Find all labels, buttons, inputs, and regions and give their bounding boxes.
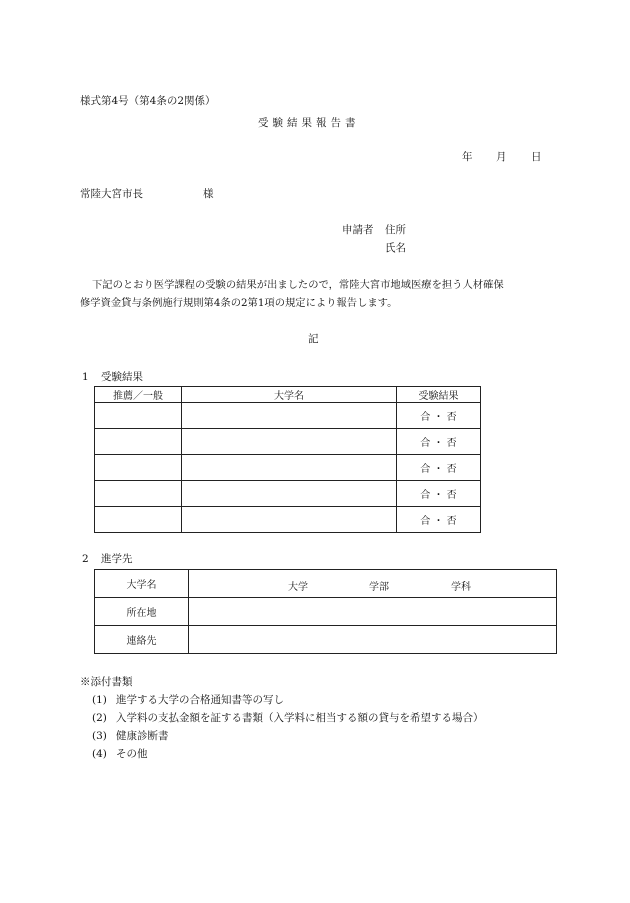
category-cell[interactable] (95, 507, 182, 533)
university-cell[interactable] (182, 429, 397, 455)
section2-heading: 進学先 (101, 553, 133, 565)
university-cell[interactable] (182, 455, 397, 481)
date-month-label: 月 (496, 151, 507, 163)
result-cell[interactable]: 合 ・ 否 (397, 403, 481, 429)
category-cell[interactable] (95, 481, 182, 507)
table-row (95, 429, 481, 455)
applicant-name-label: 氏名 (385, 242, 406, 254)
destination-label-university: 大学名 (95, 570, 189, 598)
addressee-honorific: 様 (203, 188, 214, 200)
table-row (95, 481, 481, 507)
destination-value-location[interactable] (189, 598, 557, 626)
table-row (95, 403, 481, 429)
form-number: 様式第4号（第4条の2関係） (80, 95, 216, 107)
body-text-line2: 修学資金貸与条例施行規則第4条の2第1項の規定により報告します。 (80, 297, 398, 309)
section1-number: 1 (82, 371, 89, 383)
attachment-item-1-num: (1) (92, 694, 107, 706)
department-suffix: 学科 (451, 582, 471, 593)
university-cell[interactable] (182, 481, 397, 507)
table-row (95, 455, 481, 481)
ki-heading: 記 (308, 333, 319, 345)
attachments-heading: ※添付書類 (80, 676, 133, 688)
result-cell[interactable]: 合 ・ 否 (397, 455, 481, 481)
addressee-name: 常陸大宮市長 (80, 188, 143, 200)
applicant-label: 申請者 (342, 224, 374, 236)
university-cell[interactable] (182, 403, 397, 429)
header-category: 推薦／一般 (95, 387, 182, 403)
header-result: 受験結果 (397, 387, 481, 403)
attachment-item-3-num: (3) (92, 730, 107, 742)
exam-result-table (94, 386, 481, 533)
table-row (95, 570, 557, 598)
faculty-suffix: 学部 (369, 582, 389, 593)
table-row (95, 507, 481, 533)
destination-table (94, 569, 557, 654)
attachment-item-2-num: (2) (92, 712, 107, 724)
destination-value-university[interactable] (189, 570, 557, 598)
attachment-item-1-text: 進学する大学の合格通知書等の写し (116, 694, 284, 706)
attachment-item-2-text: 入学料の支払金額を証する書類（入学料に相当する額の貸与を希望する場合） (116, 712, 484, 724)
header-university: 大学名 (182, 387, 397, 403)
section1-heading: 受験結果 (101, 371, 143, 383)
category-cell[interactable] (95, 403, 182, 429)
date-day-label: 日 (531, 151, 542, 163)
attachment-item-3-text: 健康診断書 (116, 730, 169, 742)
destination-value-contact[interactable] (189, 626, 557, 654)
result-cell[interactable]: 合 ・ 否 (397, 507, 481, 533)
university-cell[interactable] (182, 507, 397, 533)
destination-label-location: 所在地 (95, 598, 189, 626)
attachment-item-4-text: その他 (116, 748, 148, 760)
applicant-address-label: 住所 (385, 224, 406, 236)
section2-number: 2 (82, 553, 89, 565)
date-year-label: 年 (462, 151, 473, 163)
body-text-line1: 下記のとおり医学課程の受験の結果が出ましたので，常陸大宮市地域医療を担う人材確保 (92, 279, 504, 291)
exam-result-header-row (95, 387, 481, 403)
result-cell[interactable]: 合 ・ 否 (397, 481, 481, 507)
university-suffix: 大学 (288, 582, 308, 593)
attachment-item-4-num: (4) (92, 748, 107, 760)
category-cell[interactable] (95, 429, 182, 455)
result-cell[interactable]: 合 ・ 否 (397, 429, 481, 455)
table-row (95, 598, 557, 626)
category-cell[interactable] (95, 455, 182, 481)
table-row (95, 626, 557, 654)
document-title: 受験結果報告書 (258, 117, 360, 129)
destination-label-contact: 連絡先 (95, 626, 189, 654)
